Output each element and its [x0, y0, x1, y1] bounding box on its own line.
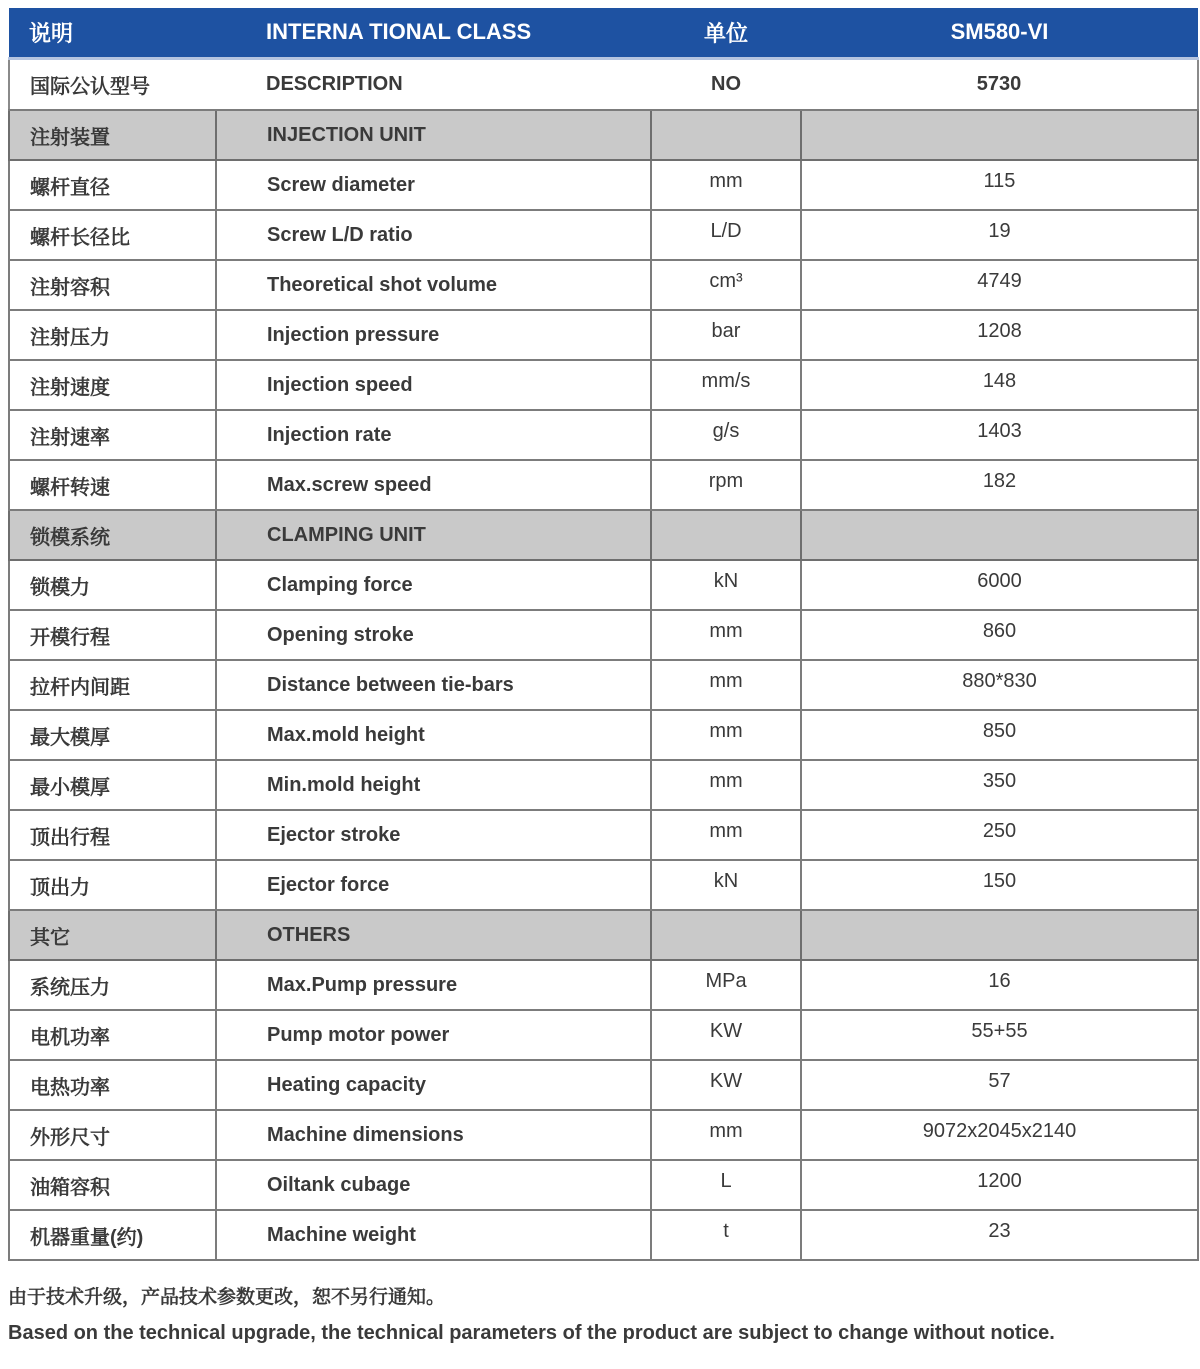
row-label-cn: 电机功率	[9, 1010, 216, 1060]
table-header-row	[9, 8, 1198, 58]
spec-row	[9, 210, 1198, 260]
spec-row	[9, 460, 1198, 510]
spec-row	[9, 710, 1198, 760]
row-value: 880*830	[801, 660, 1198, 710]
spec-table	[8, 8, 1199, 1261]
row-value: 55+55	[801, 1010, 1198, 1060]
spec-row	[9, 160, 1198, 210]
row-label-en: Opening stroke	[216, 610, 651, 660]
spec-row	[9, 1160, 1198, 1210]
row-label-cn: 注射速率	[9, 410, 216, 460]
spec-row	[9, 810, 1198, 860]
row-unit: rpm	[651, 460, 801, 510]
row-label-en: Injection rate	[216, 410, 651, 460]
row-label-cn: 拉杆内间距	[9, 660, 216, 710]
row-value: 1403	[801, 410, 1198, 460]
row-value: 9072x2045x2140	[801, 1110, 1198, 1160]
row-unit: mm	[651, 760, 801, 810]
section-label-cn: 锁模系统	[9, 510, 216, 560]
spec-row	[9, 760, 1198, 810]
row-label-cn: 电热功率	[9, 1060, 216, 1110]
spec-row	[9, 360, 1198, 410]
footer-note-en: Based on the technical upgrade, the technical parameters of the product are subject to change without notice.	[8, 1321, 1055, 1344]
spec-row	[9, 860, 1198, 910]
spec-row	[9, 660, 1198, 710]
row-label-cn: 国际公认型号	[9, 58, 216, 110]
row-label-cn: 油箱容积	[9, 1160, 216, 1210]
section-empty-cell	[651, 910, 801, 960]
row-value: 350	[801, 760, 1198, 810]
table-body	[9, 58, 1198, 1260]
row-unit: bar	[651, 310, 801, 360]
row-label-en: Screw diameter	[216, 160, 651, 210]
row-unit: L	[651, 1160, 801, 1210]
spec-row	[9, 410, 1198, 460]
row-label-cn: 最小模厚	[9, 760, 216, 810]
row-unit: kN	[651, 860, 801, 910]
row-label-cn: 开模行程	[9, 610, 216, 660]
section-empty-cell	[651, 110, 801, 160]
section-label-en: INJECTION UNIT	[216, 110, 651, 160]
section-label-cn: 注射装置	[9, 110, 216, 160]
section-label-cn: 其它	[9, 910, 216, 960]
row-label-cn: 螺杆直径	[9, 160, 216, 210]
spec-row	[9, 1210, 1198, 1260]
row-value: 1208	[801, 310, 1198, 360]
row-label-en: Heating capacity	[216, 1060, 651, 1110]
row-unit: NO	[651, 58, 801, 110]
section-label-en: CLAMPING UNIT	[216, 510, 651, 560]
row-unit: kN	[651, 560, 801, 610]
row-label-en: Ejector force	[216, 860, 651, 910]
row-label-en: Screw L/D ratio	[216, 210, 651, 260]
row-unit: mm	[651, 1110, 801, 1160]
spec-row	[9, 960, 1198, 1010]
row-value: 4749	[801, 260, 1198, 310]
section-empty-cell	[801, 110, 1198, 160]
row-label-cn: 系统压力	[9, 960, 216, 1010]
row-unit: mm	[651, 810, 801, 860]
header-col-unit: 单位	[651, 8, 801, 58]
row-unit: mm	[651, 660, 801, 710]
section-header-row	[9, 510, 1198, 560]
row-value: 57	[801, 1060, 1198, 1110]
section-empty-cell	[801, 510, 1198, 560]
spec-row	[9, 310, 1198, 360]
row-label-cn: 外形尺寸	[9, 1110, 216, 1160]
footer-note	[8, 1285, 1200, 1347]
row-unit: t	[651, 1210, 801, 1260]
row-label-en: DESCRIPTION	[216, 58, 651, 110]
row-label-en: Max.screw speed	[216, 460, 651, 510]
row-label-en: Min.mold height	[216, 760, 651, 810]
spec-row	[9, 1060, 1198, 1110]
row-value: 115	[801, 160, 1198, 210]
header-col-class: INTERNA TIONAL CLASS	[216, 8, 651, 58]
row-label-cn: 顶出力	[9, 860, 216, 910]
section-label-en: OTHERS	[216, 910, 651, 960]
row-unit: KW	[651, 1010, 801, 1060]
row-label-en: Machine dimensions	[216, 1110, 651, 1160]
section-header-row	[9, 110, 1198, 160]
row-label-en: Distance between tie-bars	[216, 660, 651, 710]
row-label-cn: 注射速度	[9, 360, 216, 410]
row-value: 19	[801, 210, 1198, 260]
row-value: 5730	[801, 58, 1198, 110]
row-unit: mm	[651, 710, 801, 760]
row-unit: mm	[651, 610, 801, 660]
row-value: 6000	[801, 560, 1198, 610]
row-label-cn: 最大模厚	[9, 710, 216, 760]
header-col-cn: 说明	[9, 8, 216, 58]
row-label-en: Injection speed	[216, 360, 651, 410]
row-unit: mm	[651, 160, 801, 210]
row-unit: KW	[651, 1060, 801, 1110]
row-label-en: Max.mold height	[216, 710, 651, 760]
spec-row	[9, 260, 1198, 310]
row-label-en: Clamping force	[216, 560, 651, 610]
spec-row	[9, 610, 1198, 660]
row-value: 860	[801, 610, 1198, 660]
row-unit: MPa	[651, 960, 801, 1010]
footer-note-cn: 由于技术升级，产品技术参数更改，恕不另行通知。	[8, 1287, 446, 1308]
section-empty-cell	[651, 510, 801, 560]
row-value: 16	[801, 960, 1198, 1010]
row-label-en: Max.Pump pressure	[216, 960, 651, 1010]
spec-row	[9, 1010, 1198, 1060]
row-value: 250	[801, 810, 1198, 860]
row-unit: mm/s	[651, 360, 801, 410]
row-label-en: Machine weight	[216, 1210, 651, 1260]
section-empty-cell	[801, 910, 1198, 960]
section-header-row	[9, 910, 1198, 960]
header-col-model: SM580-VI	[801, 8, 1198, 58]
description-row	[9, 58, 1198, 110]
row-label-en: Injection pressure	[216, 310, 651, 360]
row-value: 850	[801, 710, 1198, 760]
row-value: 23	[801, 1210, 1198, 1260]
row-value: 1200	[801, 1160, 1198, 1210]
row-label-en: Pump motor power	[216, 1010, 651, 1060]
spec-row	[9, 1110, 1198, 1160]
row-label-cn: 螺杆转速	[9, 460, 216, 510]
spec-row	[9, 560, 1198, 610]
row-unit: g/s	[651, 410, 801, 460]
row-label-cn: 螺杆长径比	[9, 210, 216, 260]
row-label-cn: 顶出行程	[9, 810, 216, 860]
row-unit: L/D	[651, 210, 801, 260]
row-unit: cm³	[651, 260, 801, 310]
row-label-en: Ejector stroke	[216, 810, 651, 860]
row-label-cn: 锁模力	[9, 560, 216, 610]
row-label-cn: 注射容积	[9, 260, 216, 310]
row-label-en: Theoretical shot volume	[216, 260, 651, 310]
row-value: 150	[801, 860, 1198, 910]
row-label-cn: 注射压力	[9, 310, 216, 360]
row-value: 182	[801, 460, 1198, 510]
row-label-en: Oiltank cubage	[216, 1160, 651, 1210]
row-label-cn: 机器重量(约)	[9, 1210, 216, 1260]
row-value: 148	[801, 360, 1198, 410]
